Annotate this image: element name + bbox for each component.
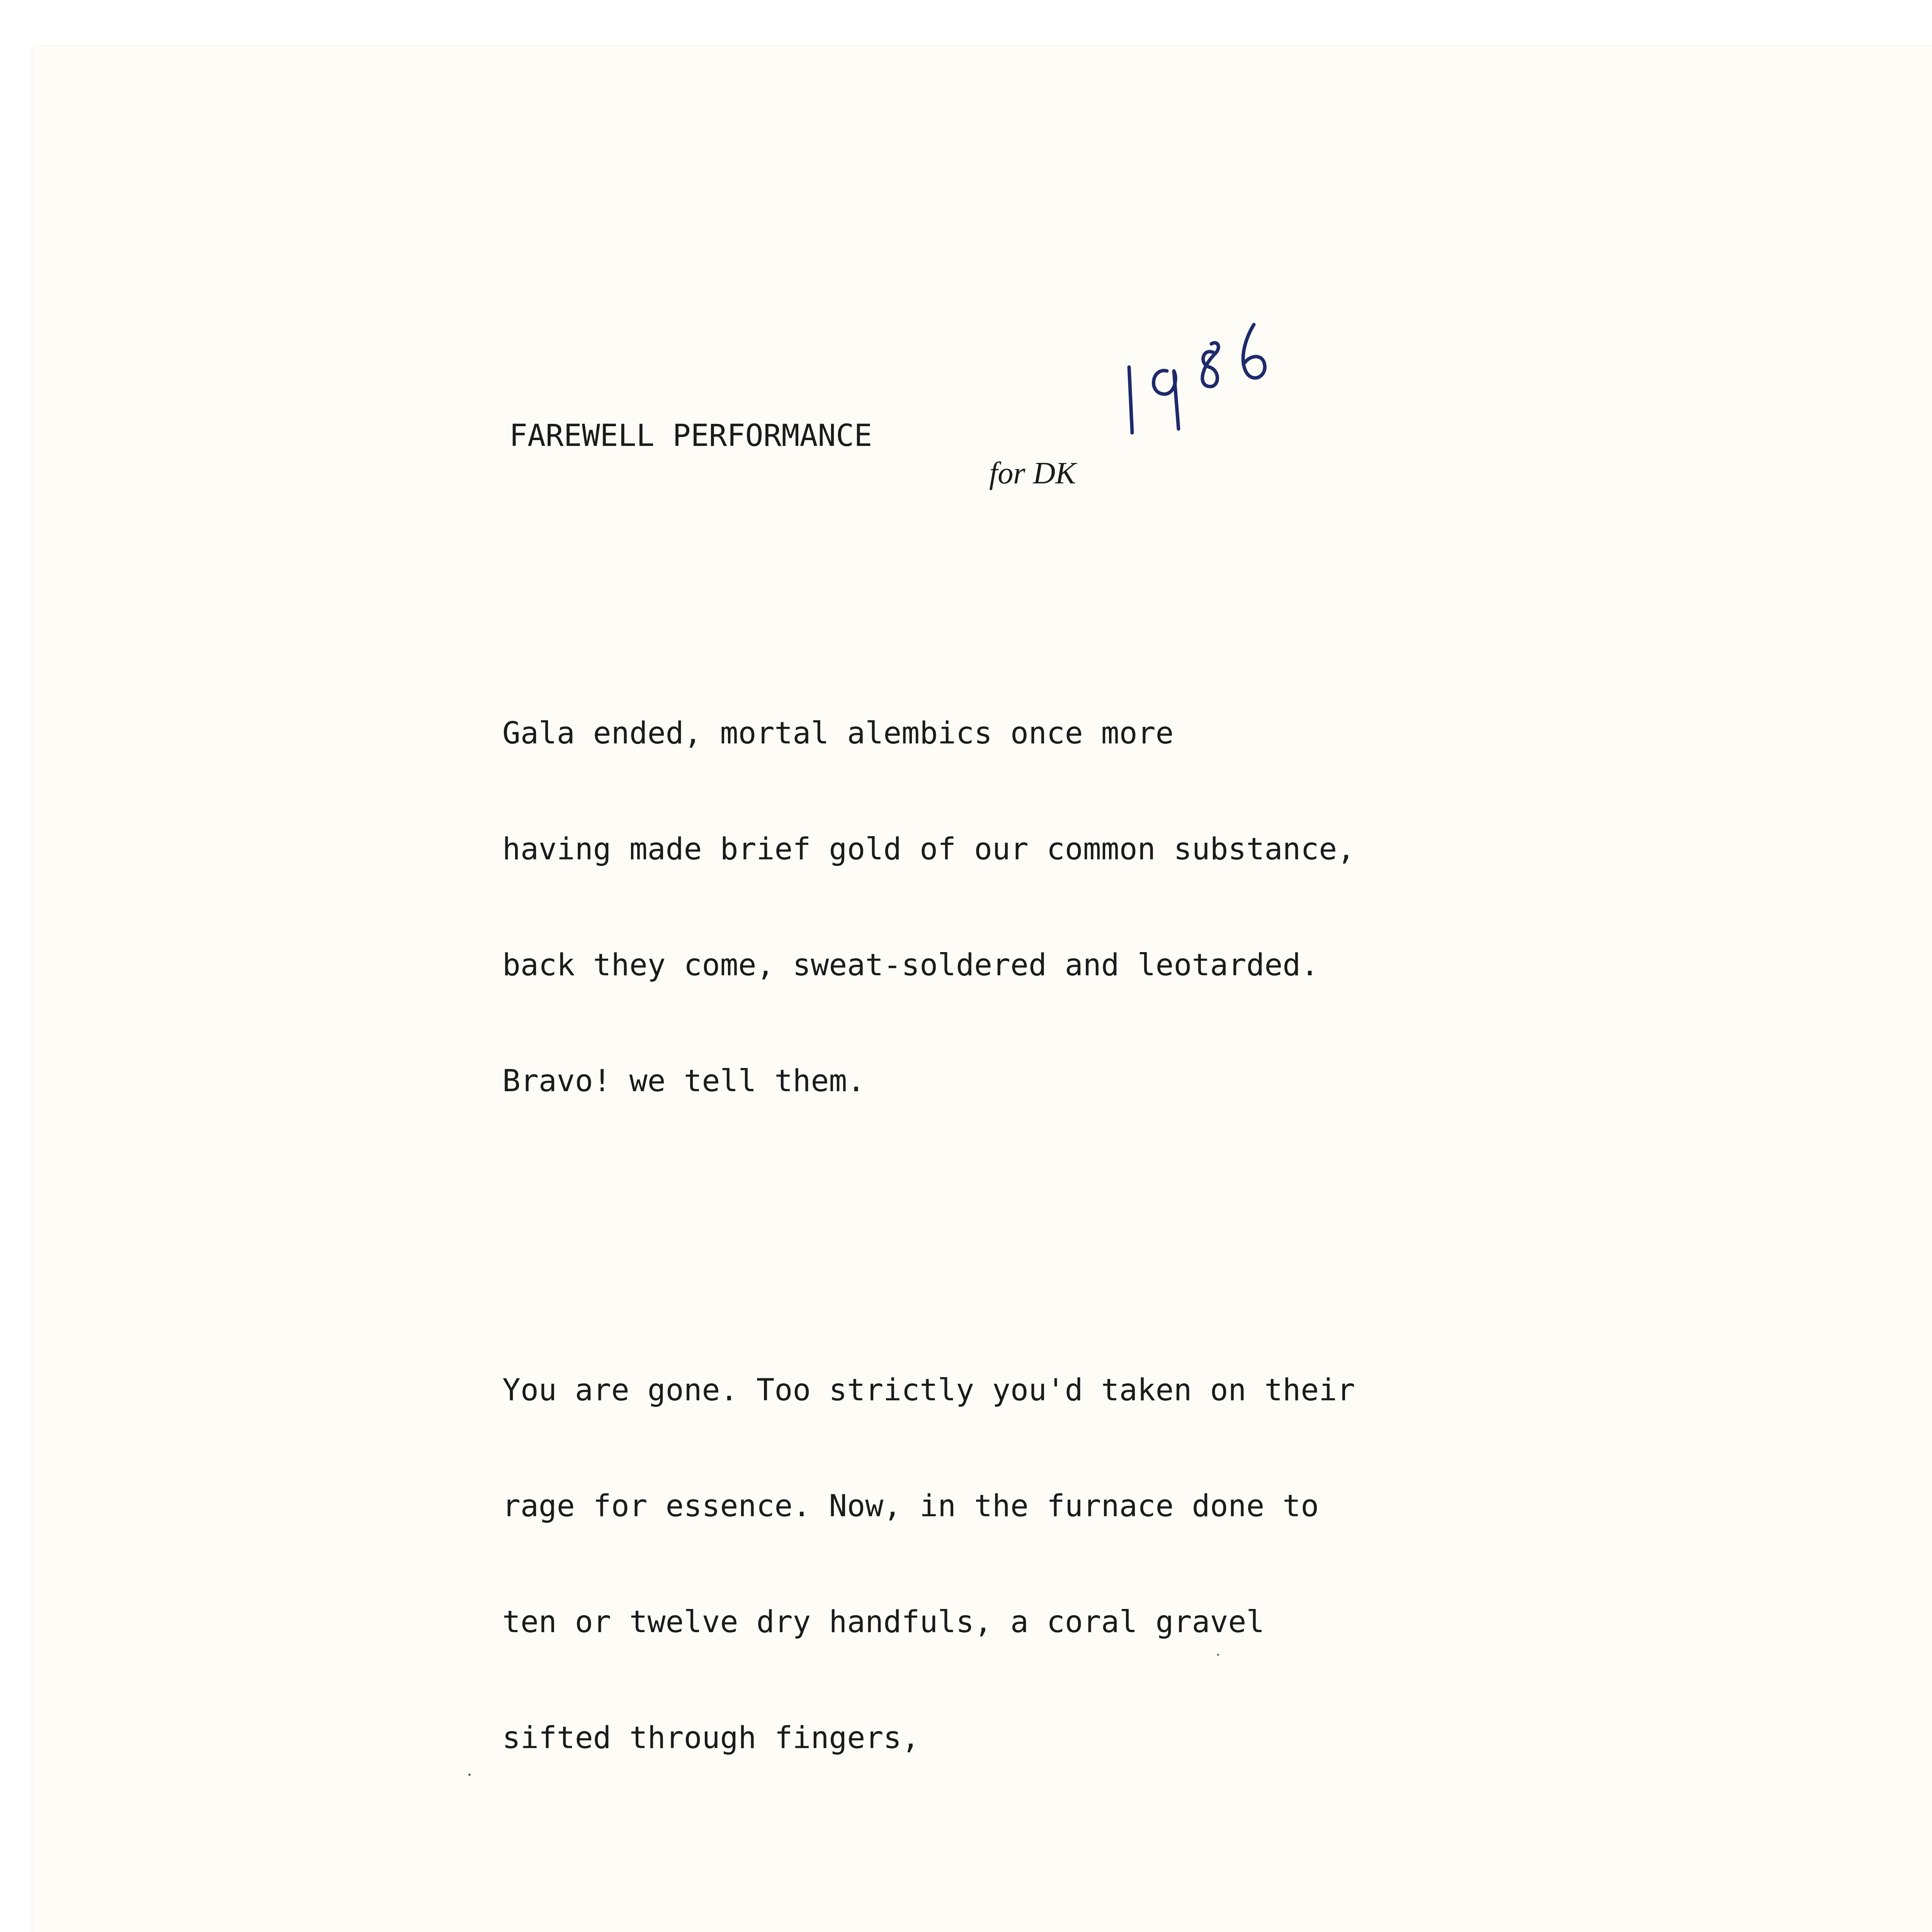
poem-line: rage for essence. Now, in the furnace done to: [502, 1489, 1319, 1524]
poem-line: You are gone. Too strictly you'd taken on their: [502, 1373, 1355, 1408]
poem-body: [502, 560, 1573, 1932]
stanza: [502, 1294, 1573, 1835]
handwritten-year: [1121, 317, 1283, 440]
stanza: [502, 637, 1573, 1178]
poem-line: having made brief gold of our common substance,: [502, 832, 1355, 867]
poem-dedication: for DK: [989, 456, 1076, 490]
scan-speck: [1217, 1654, 1219, 1656]
poem-line: back they come, sweat-soldered and leotarded.: [502, 948, 1319, 983]
poem-line: sifted through fingers,: [502, 1721, 920, 1755]
poem-title: FAREWELL PERFORMANCE: [509, 418, 872, 453]
scan-speck: [468, 1774, 471, 1776]
poem-line: Bravo! we tell them.: [502, 1064, 866, 1099]
poem-line: Gala ended, mortal alembics once more: [502, 716, 1174, 751]
poem-line: ten or twelve dry handfuls, a coral gravel: [502, 1605, 1265, 1639]
